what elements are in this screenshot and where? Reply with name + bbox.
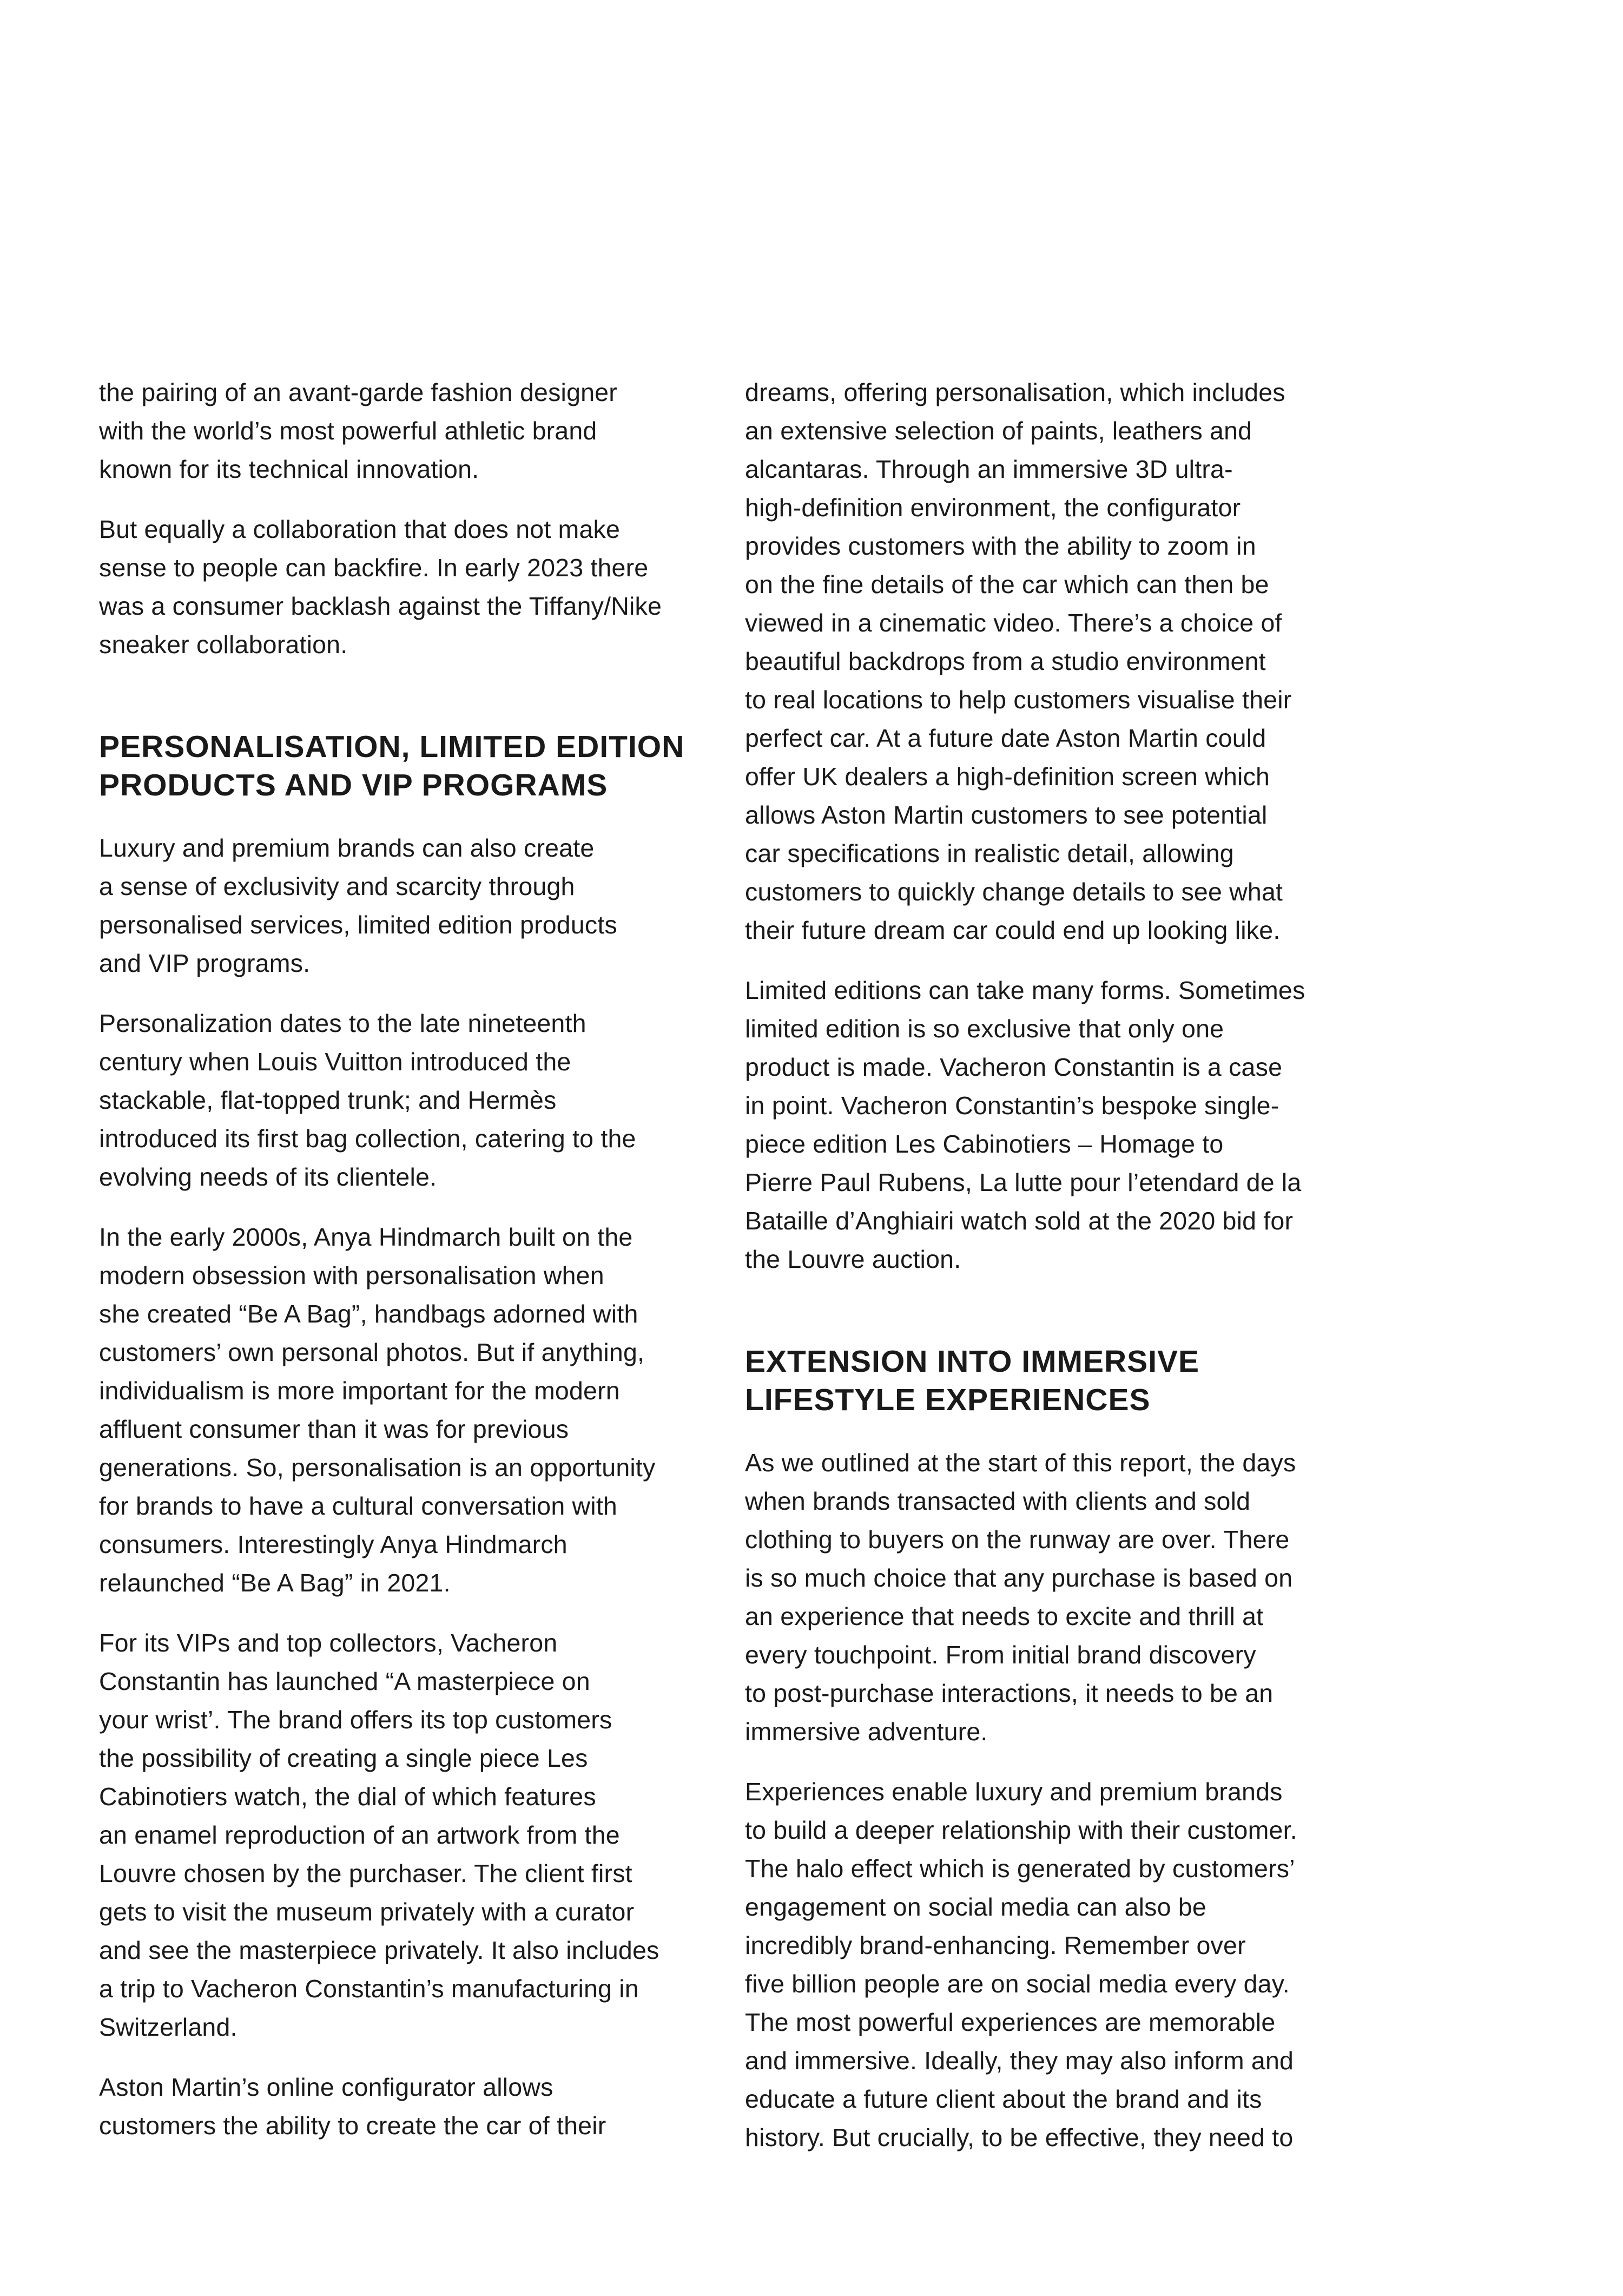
paragraph-collaboration-backfire: But equally a collaboration that does not make sense to people can backfire. In early 2023 there was a consumer backlash against the Tiffany/Nike sneaker collaboration.	[99, 515, 662, 659]
heading-personalisation: PERSONALISATION, LIMITED EDITION PRODUCTS AND VIP PROGRAMS	[99, 729, 685, 802]
paragraph-exclusivity: Luxury and premium brands can also create a sense of exclusivity and scarcity through personalised services, limited edition products and VIP programs.	[99, 834, 617, 977]
paragraph-runway-over: As we outlined at the start of this report, the days when brands transacted with clients and sold clothing to buyers on the runway are over. There is so much choice that any purchase is based on an experience that needs to excite and thrill at every touchpoint. From initial brand discovery to post-purchase interactions, it needs to be an immersive adventure.	[745, 1449, 1296, 1746]
right-column	[745, 373, 1367, 2179]
paragraph-limited-editions: Limited editions can take many forms. Sometimes limited edition is so exclusive that only one product is made. Vacheron Constantin is a case in point. Vacheron Constantin’s bespoke single- piece edition Les Cabinotiers – Homage to Pierre Paul Rubens, La lutte pour l’etendard de la Bataille d’Anghiairi watch sold at the 2020 bid for the Louvre auction.	[745, 976, 1305, 1273]
left-column	[99, 373, 721, 2167]
paragraph-vacheron-vip: For its VIPs and top collectors, Vacheron Constantin has launched “A masterpiece on your wrist’. The brand offers its top customers the possibility of creating a single piece Les Cabinotiers watch, the dial of which features an enamel reproduction of an artwork from the Louvre chosen by the purchaser. The client first gets to visit the museum privately with a curator and see the masterpiece privately. It also includes a trip to Vacheron Constantin’s manufacturing in Switzerland.	[99, 1629, 659, 2041]
paragraph-collaboration-pairing: the pairing of an avant-garde fashion designer with the world’s most powerful athletic brand known for its technical innovation.	[99, 378, 617, 483]
heading-immersive-experiences: EXTENSION INTO IMMERSIVE LIFESTYLE EXPERIENCES	[745, 1344, 1200, 1417]
paragraph-personalization-history: Personalization dates to the late nineteenth century when Louis Vuitton introduced the stackable, flat-topped trunk; and Hermès introduced its first bag collection, catering to the evolving needs of its clientele.	[99, 1009, 636, 1191]
paragraph-aston-martin-dreams: dreams, offering personalisation, which includes an extensive selection of paints, leathers and alcantaras. Through an immersive 3D ultra- high-definition environment, the configurator provides customers with the ability to zoom in on the fine details of the car which can then be viewed in a cinematic video. There’s a choice of beautiful backdrops from a studio environment to real locations to help customers visualise their perfect car. At a future date Aston Martin could offer UK dealers a high-definition screen which allows Aston Martin customers to see potential car specifications in realistic detail, allowing customers to quickly change details to see what their future dream car could end up looking like.	[745, 378, 1292, 944]
paragraph-experiences-relationship: Experiences enable luxury and premium brands to build a deeper relationship with their customer. The halo effect which is generated by customers’ engagement on social media can also be incredibly brand-enhancing. Remember over five billion people are on social media every day. The most powerful experiences are memorable and immersive. Ideally, they may also inform and educate a future client about the brand and its history. But crucially, to be effective, they need to	[745, 1778, 1297, 2152]
paragraph-anya-hindmarch: In the early 2000s, Anya Hindmarch built on the modern obsession with personalisation when she created “Be A Bag”, handbags adorned with customers’ own personal photos. But if anything, individualism is more important for the modern affluent consumer than it was for previous generations. So, personalisation is an opportunity for brands to have a cultural conversation with consumers. Interestingly Anya Hindmarch relaunched “Be A Bag” in 2021.	[99, 1223, 656, 1597]
paragraph-aston-martin-configurator: Aston Martin’s online configurator allows customers the ability to create the car of their	[99, 2073, 606, 2140]
